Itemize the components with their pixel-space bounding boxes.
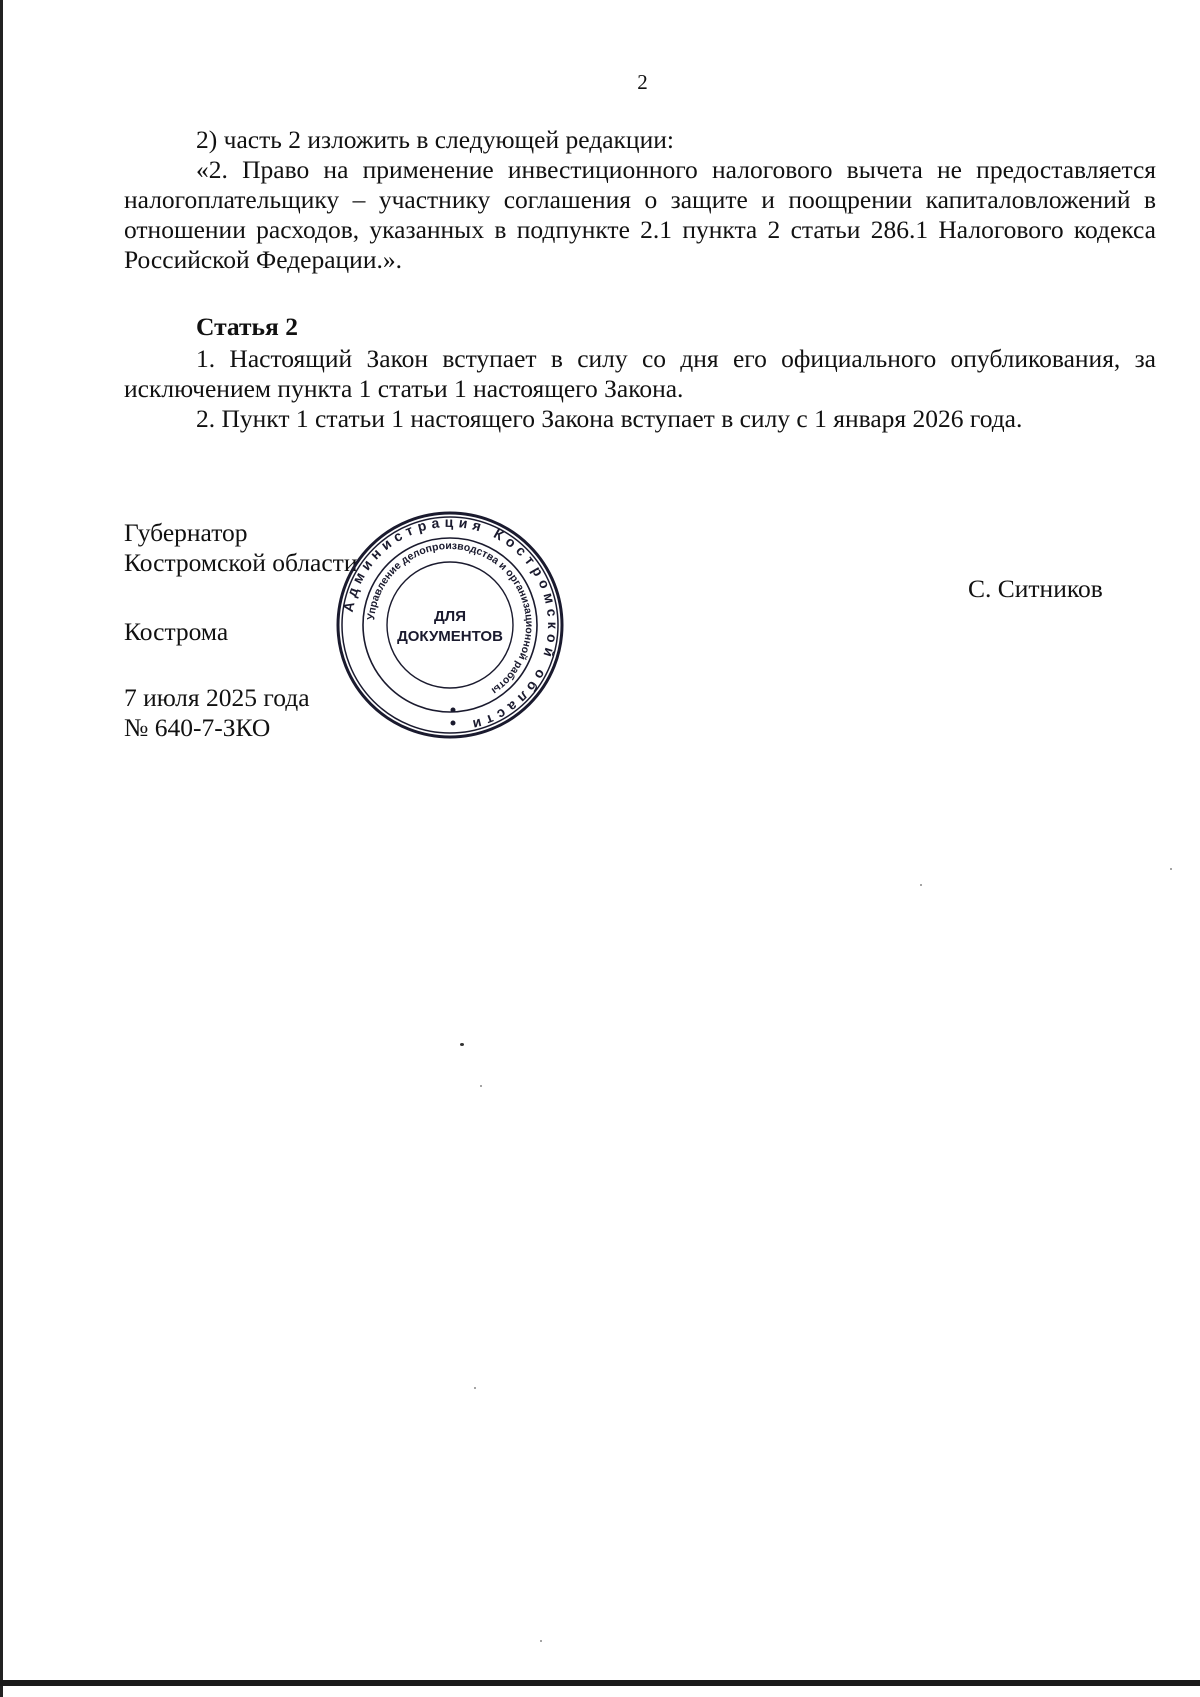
scan-speck [1170,868,1172,870]
scan-speck [920,884,922,886]
amendment-quote: «2. Право на применение инвестиционного налогового вычета не предоставляется налогоплательщику – участнику соглашения о защите и поощрении капиталовложений в отношении расходов, указанных в подпункте 2.1 пункта 2 статьи 286.1 Налогового кодекса Российской Федерации.». [124,155,1156,274]
official-seal [335,510,565,740]
signatory-position-line-1: Губернатор [124,518,248,547]
signing-city: Кострома [124,617,229,646]
scan-left-edge [0,0,3,1697]
amendment-block [124,125,1156,275]
signatory-name: С. Ситников [968,574,1103,603]
seal-center-line-2: ДОКУМЕНТОВ [397,628,503,645]
article-2-block [124,312,1156,434]
seal-dot [451,721,456,726]
scan-speck [540,1640,542,1642]
law-number: № 640-7-ЗКО [124,713,271,742]
seal-center-line-1: ДЛЯ [434,608,466,625]
scan-speck [460,1043,464,1046]
signing-details [124,683,310,743]
seal-outer-text: Администрация Костромской области [339,513,562,735]
amendment-intro: 2) часть 2 изложить в следующей редакции: [196,125,674,154]
seal-inner-text: Управление делопроизводства и организационной работы [365,539,536,697]
signing-date: 7 июля 2025 года [124,683,310,712]
signatory-position [124,518,357,578]
scan-speck [474,1387,476,1389]
article-2-item-1: 1. Настоящий Закон вступает в силу со дня его официального опубликования, за исключением пункта 1 статьи 1 настоящего Закона. [124,344,1156,403]
scan-speck [480,1085,482,1087]
article-2-item-2: 2. Пункт 1 статьи 1 настоящего Закона вступает в силу с 1 января 2026 года. [196,404,1023,433]
article-2-title: Статья 2 [196,312,298,341]
page-number: 2 [637,70,648,94]
seal-dot [451,708,456,713]
signatory-position-line-2: Костромской области [124,548,358,577]
scan-bottom-edge [0,1680,1200,1686]
